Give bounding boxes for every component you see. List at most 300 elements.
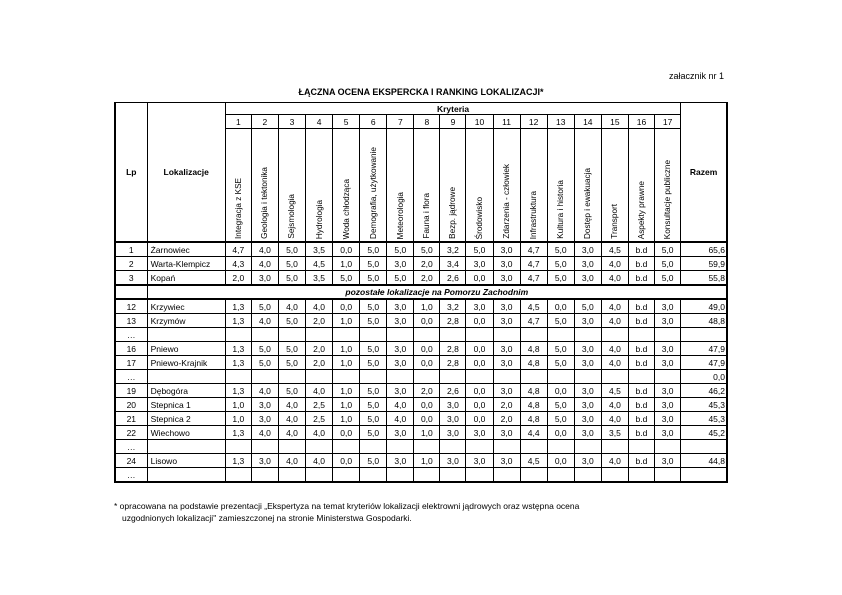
header-razem: Razem [681,103,727,243]
row-score: 1,0 [333,257,360,271]
row-score: b.d [628,314,654,328]
row-score: 1,0 [333,384,360,398]
row-score [466,440,493,454]
row-score [628,440,654,454]
row-score [655,328,681,342]
row-score: 5,0 [278,314,305,328]
row-location: Krzywiec [147,299,225,314]
footnote-line-1: * opracowana na podstawie prezentacji „Ekspertyza na temat kryteriów lokalizacji elektrowni jądrowych oraz wstępna ocena [114,501,580,511]
row-score: 3,5 [306,271,333,286]
row-score: 4,0 [251,242,278,257]
row-score: 3,0 [655,314,681,328]
row-score: 5,0 [360,271,387,286]
row-score: 3,0 [466,426,493,440]
row-score [493,468,520,483]
row-score: 3,0 [574,257,601,271]
row-score: 3,0 [655,356,681,370]
row-score: 4,0 [278,299,305,314]
row-score: 0,0 [466,384,493,398]
row-score [360,328,387,342]
table-row [115,271,727,286]
row-score: 2,8 [440,356,466,370]
footnote [114,500,734,524]
criterion-number: 2 [251,115,278,129]
row-score: 4,5 [306,257,333,271]
row-score: 3,5 [306,242,333,257]
criterion-name-cell [628,129,654,243]
row-total: 49,0 [681,299,727,314]
row-score: 4,0 [278,398,305,412]
row-score: 4,0 [278,426,305,440]
row-score: 5,0 [466,242,493,257]
row-score: b.d [628,299,654,314]
row-total: 65,6 [681,242,727,257]
row-score [225,328,251,342]
row-score: 0,0 [547,454,574,468]
row-score [414,370,440,384]
row-score [306,440,333,454]
criterion-number: 6 [360,115,387,129]
row-score: 3,0 [440,412,466,426]
row-score [387,328,414,342]
row-lp: 21 [115,412,147,426]
row-score [387,440,414,454]
row-score [574,468,601,483]
row-total [681,440,727,454]
row-score [414,468,440,483]
row-score: 2,5 [306,412,333,426]
row-total: 47,9 [681,342,727,356]
row-score [225,468,251,483]
row-score [360,468,387,483]
row-score [440,370,466,384]
row-score: 3,0 [387,342,414,356]
row-score: 3,0 [493,257,520,271]
row-score [360,440,387,454]
row-lp: 1 [115,242,147,257]
section-label: pozostałe lokalizacje na Pomorzu Zachodnim [147,285,727,299]
row-score: 0,0 [466,342,493,356]
row-score: 3,0 [440,426,466,440]
row-score: 1,0 [333,412,360,426]
row-score [601,440,628,454]
table-header [115,103,727,243]
row-score: 4,7 [225,242,251,257]
row-location [147,468,225,483]
row-score [414,328,440,342]
row-score: 5,0 [387,271,414,286]
row-score: 4,0 [251,314,278,328]
row-score: 3,0 [574,454,601,468]
row-score: 3,0 [493,356,520,370]
criterion-name-cell [387,129,414,243]
criterion-number: 4 [306,115,333,129]
row-score: 4,0 [251,257,278,271]
row-score [306,328,333,342]
section-row [115,285,727,299]
row-score: 5,0 [278,271,305,286]
row-score: 0,0 [466,356,493,370]
row-score: 1,3 [225,384,251,398]
criterion-name: Infrastruktura [529,190,539,239]
row-score: 2,8 [440,314,466,328]
row-score: 4,8 [520,356,547,370]
criterion-name: Fauna i flora [422,193,432,239]
row-score: 2,6 [440,271,466,286]
row-lp: 19 [115,384,147,398]
row-score: 2,0 [414,384,440,398]
row-score [574,328,601,342]
table-row [115,468,727,483]
table-body [115,242,727,482]
row-score: 3,0 [440,398,466,412]
row-location: Stepnica 1 [147,398,225,412]
criterion-name-cell [225,129,251,243]
row-score: 1,3 [225,426,251,440]
row-score: 5,0 [278,342,305,356]
row-score [628,468,654,483]
row-score [547,440,574,454]
row-score: 0,0 [414,412,440,426]
row-score: 4,0 [601,454,628,468]
row-score [466,370,493,384]
row-lp: … [115,468,147,483]
row-score: 5,0 [360,257,387,271]
row-score: 5,0 [251,356,278,370]
row-score: 3,0 [493,384,520,398]
row-score [306,370,333,384]
row-score: 4,7 [520,257,547,271]
row-location [147,370,225,384]
row-score: 3,0 [387,257,414,271]
row-score: 2,0 [225,271,251,286]
row-score [333,468,360,483]
criterion-number: 5 [333,115,360,129]
row-score: 5,0 [360,412,387,426]
table-row [115,454,727,468]
row-score: 4,8 [520,398,547,412]
row-score: 0,0 [466,398,493,412]
row-score: 0,0 [547,426,574,440]
criterion-number: 16 [628,115,654,129]
row-score: 3,0 [574,426,601,440]
row-score: 5,0 [547,398,574,412]
row-score: 4,0 [278,454,305,468]
row-score [440,328,466,342]
row-lp: 2 [115,257,147,271]
table-row [115,242,727,257]
table-row [115,314,727,328]
row-score: 5,0 [360,356,387,370]
row-score: 4,4 [520,426,547,440]
row-score: 4,0 [601,299,628,314]
criterion-name-cell [547,129,574,243]
row-location [147,440,225,454]
row-score: b.d [628,271,654,286]
row-score [655,370,681,384]
row-lp: 13 [115,314,147,328]
row-score [493,328,520,342]
footnote-line-2: uzgodnionych lokalizacji" zamieszczonej na stronie Ministerstwa Gospodarki. [122,513,412,523]
row-total: 59,9 [681,257,727,271]
row-score [251,440,278,454]
row-score: 4,0 [601,412,628,426]
criterion-name-cell [574,129,601,243]
row-score: 1,3 [225,299,251,314]
row-score: 3,0 [574,384,601,398]
criterion-name: Transport [610,204,620,239]
criterion-number: 13 [547,115,574,129]
criterion-number: 12 [520,115,547,129]
row-score [493,370,520,384]
row-location: Wiechowo [147,426,225,440]
row-score: 5,0 [360,384,387,398]
row-score: 3,0 [574,314,601,328]
row-score: 4,0 [251,426,278,440]
row-score: 3,0 [655,398,681,412]
row-score [601,328,628,342]
section-lp-cell [115,285,147,299]
row-lp: 16 [115,342,147,356]
row-score: 5,0 [251,299,278,314]
criterion-number: 1 [225,115,251,129]
row-score: 1,3 [225,454,251,468]
row-score: 3,0 [493,426,520,440]
row-score: 2,0 [306,342,333,356]
table-row [115,426,727,440]
criterion-name-cell [520,129,547,243]
row-score [251,468,278,483]
criterion-name-cell [414,129,440,243]
row-score: 5,0 [387,242,414,257]
criterion-name-cell [360,129,387,243]
row-score [387,468,414,483]
row-score [655,468,681,483]
row-score: 3,0 [574,342,601,356]
row-score: 4,7 [520,314,547,328]
row-lp: 17 [115,356,147,370]
row-lp: … [115,440,147,454]
row-score: 4,0 [601,314,628,328]
table-row [115,398,727,412]
row-score: 0,0 [466,271,493,286]
criterion-name-cell [440,129,466,243]
table-row [115,440,727,454]
criterion-name: Woda chłodząca [341,178,351,239]
row-total: 48,8 [681,314,727,328]
row-total: 47,9 [681,356,727,370]
criterion-name: Integracja z KSE [233,178,243,239]
table-row [115,370,727,384]
row-location: Stepnica 2 [147,412,225,426]
criterion-name-cell [278,129,305,243]
row-score: 4,0 [306,299,333,314]
criterion-name: Kultura i historia [556,180,566,239]
row-score: 4,0 [306,426,333,440]
row-score: 5,0 [278,384,305,398]
row-score: b.d [628,342,654,356]
row-score: 2,0 [414,257,440,271]
row-score [520,468,547,483]
row-score: 2,0 [306,314,333,328]
row-score [225,370,251,384]
row-score: 3,0 [574,271,601,286]
row-score [440,468,466,483]
row-score: 4,5 [601,242,628,257]
row-score: 4,0 [278,412,305,426]
row-score: 0,0 [333,242,360,257]
row-score [360,370,387,384]
row-score: 4,7 [520,242,547,257]
row-score [520,370,547,384]
row-score: 0,0 [333,454,360,468]
row-score: b.d [628,257,654,271]
row-score: 2,6 [440,384,466,398]
criterion-name: Geologia i tektonika [260,167,270,239]
row-location: Pniewo-Krajnik [147,356,225,370]
row-total: 0,0 [681,370,727,384]
row-score: 3,0 [655,342,681,356]
row-score: 3,0 [466,257,493,271]
row-score: 3,2 [440,242,466,257]
row-score: 4,8 [520,412,547,426]
row-score: 1,0 [225,398,251,412]
row-score: 5,0 [547,314,574,328]
row-score: 3,0 [574,412,601,426]
row-score: 3,0 [493,271,520,286]
criterion-number: 11 [493,115,520,129]
row-score: 4,8 [520,384,547,398]
row-total [681,328,727,342]
row-lp: … [115,370,147,384]
row-score [333,370,360,384]
row-score: 3,0 [387,454,414,468]
row-score: 1,3 [225,356,251,370]
row-score: 5,0 [655,257,681,271]
header-kryteria: Kryteria [225,103,680,115]
row-score: 3,0 [493,314,520,328]
criterion-name-cell [466,129,493,243]
row-score: 4,5 [520,454,547,468]
row-score: b.d [628,356,654,370]
row-score: 3,0 [251,454,278,468]
criterion-number: 3 [278,115,305,129]
row-score: 3,0 [574,356,601,370]
row-score [601,468,628,483]
row-score: b.d [628,412,654,426]
row-score: 2,0 [493,398,520,412]
row-score: b.d [628,426,654,440]
row-score [574,370,601,384]
row-score: 4,0 [601,271,628,286]
row-score [628,328,654,342]
row-score [520,440,547,454]
row-score [278,440,305,454]
row-score: 4,0 [306,454,333,468]
row-score [466,328,493,342]
row-score: 0,0 [414,342,440,356]
row-score: 4,5 [601,384,628,398]
row-score: 3,0 [493,242,520,257]
row-score: 5,0 [547,412,574,426]
row-score: 0,0 [466,314,493,328]
row-score: 5,0 [414,242,440,257]
row-score: 0,0 [333,299,360,314]
row-score: b.d [628,242,654,257]
row-score [306,468,333,483]
criterion-name: Bezp. jądrowe [448,187,458,239]
row-lp: … [115,328,147,342]
criterion-name: Dostęp i ewakuacja [583,168,593,239]
header-lokalizacje: Lokalizacje [147,103,225,243]
row-score: 3,0 [466,454,493,468]
criterion-number: 17 [655,115,681,129]
row-score: 4,8 [520,342,547,356]
criterion-name: Demografia, użytkowanie [368,147,378,239]
row-score: 4,5 [520,299,547,314]
row-score: 3,0 [655,384,681,398]
row-score [414,440,440,454]
row-total: 45,2 [681,426,727,440]
row-score: 5,0 [547,342,574,356]
row-score: 3,0 [251,412,278,426]
row-score: 0,0 [547,299,574,314]
row-score: 3,0 [655,412,681,426]
row-score: 0,0 [414,398,440,412]
row-score: 4,0 [601,342,628,356]
row-score [547,468,574,483]
row-score: 3,0 [655,454,681,468]
table-row [115,356,727,370]
criterion-number: 8 [414,115,440,129]
criterion-number: 15 [601,115,628,129]
row-score: 0,0 [466,412,493,426]
row-score: 4,3 [225,257,251,271]
row-score [278,468,305,483]
row-total: 46,2 [681,384,727,398]
row-score: 3,0 [493,299,520,314]
row-score: 4,0 [601,398,628,412]
row-score [333,440,360,454]
row-score: 1,0 [225,412,251,426]
criterion-name: Środowisko [475,196,484,239]
row-score: 2,8 [440,342,466,356]
row-score: 5,0 [574,299,601,314]
row-score: 3,0 [387,314,414,328]
row-score: 1,0 [333,342,360,356]
row-score: 3,0 [387,299,414,314]
row-score [251,370,278,384]
criterion-number: 10 [466,115,493,129]
row-lp: 12 [115,299,147,314]
row-score: 3,0 [387,356,414,370]
row-lp: 20 [115,398,147,412]
row-score: 1,0 [333,398,360,412]
row-score: 0,0 [414,356,440,370]
row-score: 4,0 [601,257,628,271]
row-score: 1,3 [225,342,251,356]
row-score [655,440,681,454]
criterion-name: Meteorologia [395,191,405,239]
row-score [278,328,305,342]
row-score [466,468,493,483]
row-score: 5,0 [547,271,574,286]
row-score [225,440,251,454]
criterion-name-cell [655,129,681,243]
row-score: 2,0 [493,412,520,426]
row-score: 5,0 [360,314,387,328]
row-score [278,370,305,384]
